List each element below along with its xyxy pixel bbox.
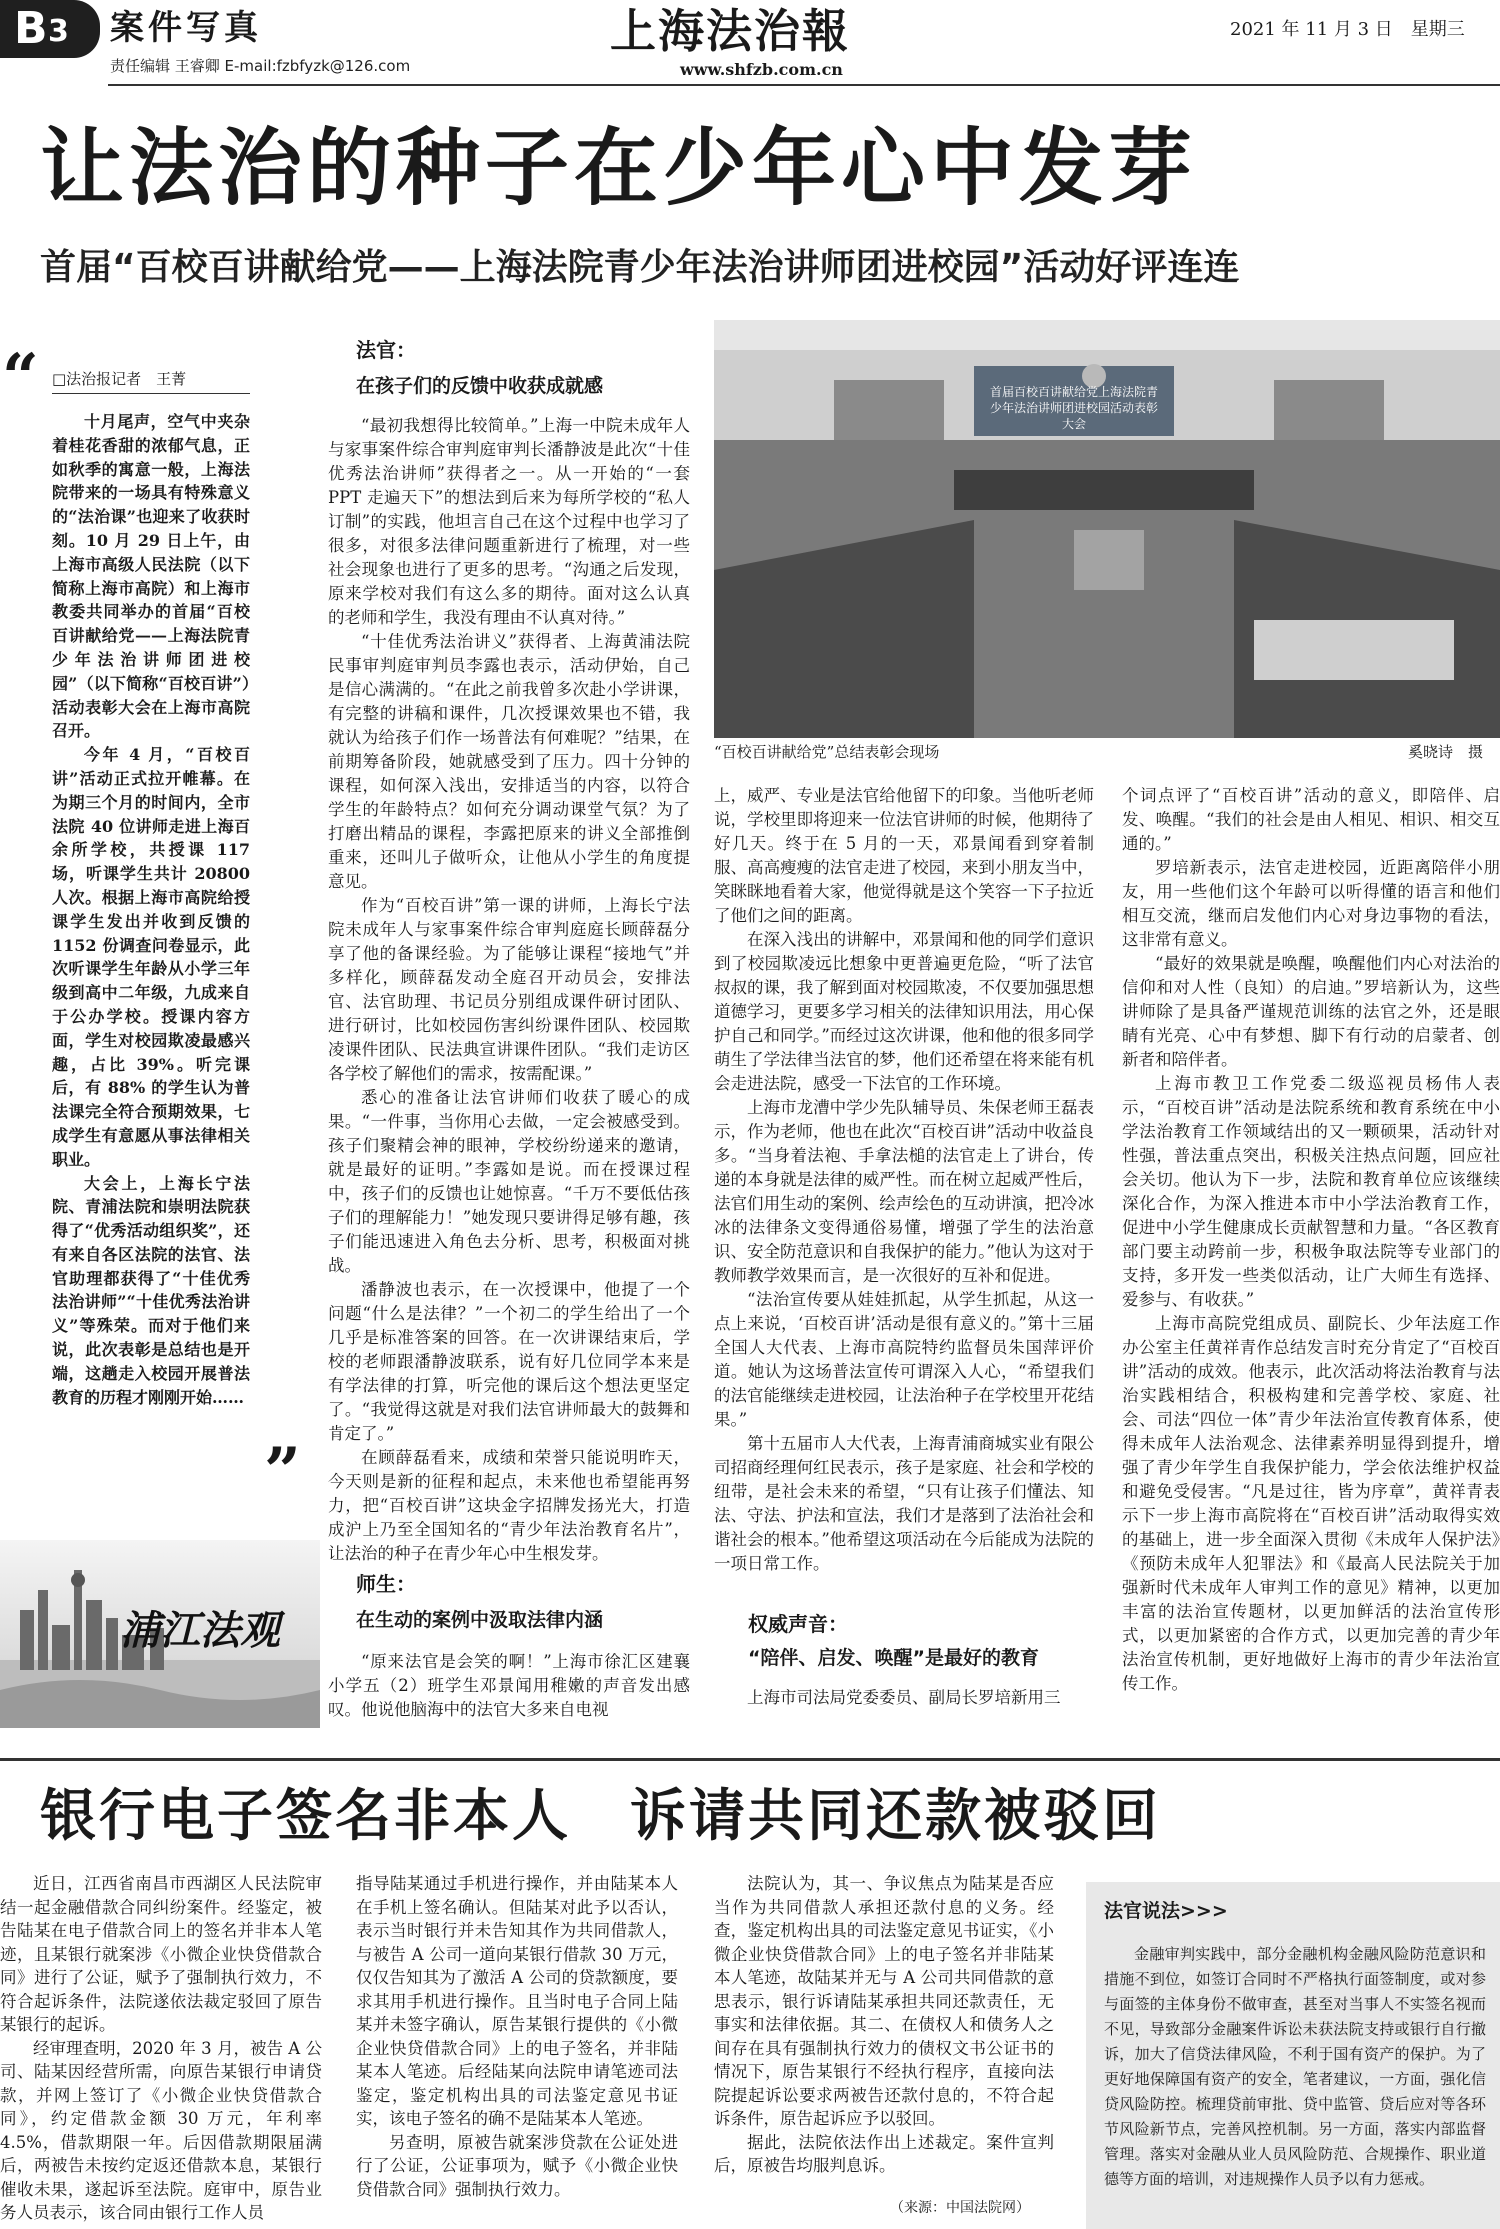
- article-column-2-tail: [328, 1650, 690, 1722]
- bottom-headline: 银行电子签名非本人 诉请共同还款被驳回: [40, 1784, 1161, 1849]
- judge-commentary-box: [1086, 1882, 1500, 2229]
- section-label-judges: 法官：: [356, 338, 416, 362]
- paragraph: 第十五届市人大代表，上海青浦商城实业有限公司招商经理何红民表示，孩子是家庭、社会和学校的纽带，是社会未来的希望，“只有让孩子们懂法、知法、守法、护法和宣法，我们才是落到了法治社会和谐社会的根本。”他希望这项活动在今后能成为法院的一项日常工作。: [714, 1434, 1094, 1573]
- column-logo-text: 浦江法观: [120, 1608, 280, 1654]
- paragraph: 上海市司法局党委委员、副局长罗培新用三: [747, 1688, 1061, 1707]
- paragraph: 个词点评了“百校百讲”活动的意义，即陪伴、启发、唤醒。“我们的社会是由人相见、相识、相交互通的。”: [1122, 786, 1500, 853]
- masthead-logo: 上海法治報: [610, 4, 850, 58]
- article-column-3-tail: [714, 1686, 1094, 1710]
- section-title-teachers: 在生动的案例中汲取法律内涵: [356, 1609, 604, 1631]
- issue-date: 2021 年 11 月 3 日 星期三: [1230, 19, 1465, 40]
- commentary-title: 法官说法>>>: [1104, 1900, 1228, 1922]
- paragraph: 上海市教卫工作党委二级巡视员杨伟人表示，“百校百讲”活动是法院系统和教育系统在中小学法治教育工作领域结出的又一颗硕果，活动针对性强，普法重点突出，积极关注热点问题，回应社会关切。他认为下一步，法院和教育单位应该继续深化合作，为深入推进本市中小学法治教育工作，促进中小学生健康成长贡献智慧和力量。“各区教育部门要主动跨前一步，积极争取法院等专业部门的支持，多开发一些类似活动，让广大师生有选择、爱参与、有收获。”: [1122, 1074, 1500, 1309]
- page-number: 3: [48, 14, 69, 49]
- section-label-authority: 权威声音：: [748, 1612, 848, 1636]
- paragraph: 上海市高院党组成员、副院长、少年法庭工作办公室主任黄祥青作总结发言时充分肯定了“百校百讲”活动的成效。他表示，此次活动将法治教育与法治实践相结合，积极构建和完善学校、家庭、社会、司法“四位一体”青少年法治宣传教育体系，使得未成年人法治观念、法律素养明显得到提升，增强了青少年学生自我保护能力，学会依法维护权益和避免受侵害。“凡是过往，皆为序章”，黄祥青表示下一步上海市高院将在“百校百讲”活动取得实效的基础上，进一步全面深入贯彻《未成年人保护法》《预防未成年人犯罪法》和《最高人民法院关于加强新时代未成年人审判工作的意见》精神，以更加丰富的法治宣传题材，以更加鲜活的法治宣传形式，以更加紧密的合作方式，以更加完善的青少年法治宣传机制，更好地做好上海市的青少年法治宣传工作。: [1122, 1314, 1500, 1693]
- paragraph: 在深入浅出的讲解中，邓景闻和他的同学们意识到了校园欺凌远比想象中更普遍更危险，“听了法官叔叔的课，我了解到面对校园欺凌，不仅要加强思想道德学习，更要多学习相关的法律知识用法，用心保护自己和同学。”而经过这次讲课，他和他的很多同学萌生了学法律当法官的梦，他们还希望在将来能有机会走进法院，感受一下法官的工作环境。: [714, 930, 1094, 1093]
- paragraph: “最好的效果就是唤醒，唤醒他们内心对法治的信仰和对人性（良知）的启迪。”罗培新认为，这些讲师除了是具备严谨规范训练的法官之外，还是眼睛有光亮、心中有梦想、脚下有行动的启蒙者、创新者和陪伴者。: [1122, 954, 1500, 1069]
- byline-rule: [52, 393, 250, 394]
- paragraph: 据此，法院依法作出上述裁定。案件宣判后，原被告均服判息诉。: [714, 2132, 1054, 2175]
- paragraph: 潘静波也表示，在一次授课中，他提了一个问题“什么是法律？”一个初二的学生给出了一个几乎是标准答案的回答。在一次讲课结束后，学校的老师跟潘静波联系，说有好几位同学本来是有学法律的打算，听完他的课后这个想法更坚定了。“我觉得这就是对我们法官讲师最大的鼓舞和肯定了。”: [328, 1280, 690, 1443]
- lead-paragraph: 十月尾声，空气中夹杂着桂花香甜的浓郁气息，正如秋季的寓意一般，上海法院带来的一场具有特殊意义的“法治课”也迎来了收获时刻。10 月 29 日上午，由上海市高级人民法院（以下简称上海市高院）和上海市教委共同举办的首届“百校百讲献给党——上海法院青少年法治讲师团进校园”（以下简称“百校百讲”）活动表彰大会在上海市高院召开。: [52, 412, 250, 741]
- conference-hall-illustration: [714, 320, 1500, 738]
- section-label-teachers: 师生：: [356, 1572, 416, 1596]
- website-url: www.shfzb.com.cn: [680, 60, 843, 79]
- article-column-4: [1122, 784, 1500, 1696]
- paragraph: 作为“百校百讲”第一课的讲师，上海长宁法院未成年人与家事案件综合审判庭庭长顾薛磊分享了他的备课经验。为了能够让课程“接地气”并多样化，顾薛磊发动全庭召开动员会，安排法官、法官助理、书记员分别组成课件研讨团队、进行研讨，比如校园伤害纠纷课件团队、校园欺凌课件团队、民法典宣讲课件团队。“我们走访区各学校了解他们的需求，按需配课。”: [328, 896, 690, 1083]
- photo-caption: “百校百讲献给党”总结表彰会现场: [714, 743, 940, 761]
- photo-credit: 奚晓诗 摄: [1408, 743, 1484, 761]
- header-rule: [108, 84, 1500, 86]
- lead-paragraph: 大会上，上海长宁法院、青浦法院和崇明法院获得了“优秀活动组织奖”，还有来自各区法院的法官、法官助理都获得了“十佳优秀法治讲师”“十佳优秀法治讲义”等殊荣。而对于他们来说，此次表彰是总结也是开端，这趟走入校园开展普法教育的历程才刚刚开始……: [52, 1173, 250, 1407]
- main-headline: 让法治的种子在少年心中发芽: [40, 119, 1198, 217]
- article-column-3: [714, 784, 1094, 1576]
- paragraph: 近日，江西省南昌市西湖区人民法院审结一起金融借款合同纠纷案件。经鉴定，被告陆某在电子借款合同上的签名并非本人笔迹，且某银行就案涉《小微企业快贷借款合同》进行了公证，赋予了强制执行效力，不符合起诉条件，法院遂依法裁定驳回了原告某银行的起诉。: [0, 1874, 322, 2034]
- lead-paragraph: 今年 4 月，“百校百讲”活动正式拉开帷幕。在为期三个月的时间内，全市法院 40 位讲师走进上海百余所学校，共授课 117 场，听课学生共计 20800 人次。根据上海市高院给授课学生发出并收到反馈的 1152 份调查问卷显示，此次听课学生年龄从小学三年级到高中二年级，九成来自于公办学校。授课内容方面，学生对校园欺凌最感兴趣，占比 39%。听完课后，有 88% 的学生认为普法课完全符合预期效果，七成学生有意愿从事法律相关职业。: [52, 745, 250, 1169]
- paragraph: “法治宣传要从娃娃抓起，从学生抓起，从这一点上来说，‘百校百讲’活动是很有意义的。”第十三届全国人大代表、上海市高院特约监督员朱国萍评价道。她认为这场普法宣传可谓深入人心，“希望我们的法官能继续走进校园，让法治种子在学校里开花结果。”: [714, 1290, 1094, 1429]
- main-subheadline: 首届“百校百讲献给党——上海法院青少年法治讲师团进校园”活动好评连连: [40, 247, 1240, 288]
- bottom-column-1: [0, 1872, 322, 2225]
- paragraph: 上海市龙漕中学少先队辅导员、朱保老师王磊表示，作为老师，他也在此次“百校百讲”活动中收益良多。“当身着法袍、手拿法槌的法官走上了讲台，传递的本身就是法律的威严性。而在树立起威严性后，法官们用生动的案例、绘声绘色的互动讲演，把冷冰冰的法律条文变得通俗易懂，增强了学生的法治意识、安全防范意识和自我保护的能力。”他认为这对于教师教学效果而言，是一次很好的互补和促进。: [714, 1098, 1094, 1285]
- paragraph: 另查明，原被告就案涉贷款在公证处进行了公证，公证事项为，赋予《小微企业快贷借款合同》强制执行效力。: [356, 2132, 678, 2199]
- source-credit: （来源：中国法院网）: [890, 2200, 1030, 2216]
- byline: □法治报记者 王菁: [52, 370, 187, 388]
- paragraph: 上，威严、专业是法官给他留下的印象。当他听老师说，学校里即将迎来一位法官讲师的时候，他期待了好几天。终于在 5 月的一天，邓景闻看到穿着制服、高高瘦瘦的法官走进了校园，来到小朋友当中，笑眯眯地看着大家，他觉得就是这个笑容一下子拉近了他们之间的距离。: [714, 786, 1094, 925]
- lead-column: [52, 410, 250, 1409]
- column-logo-image: [0, 1540, 320, 1728]
- section-title-authority: “陪伴、启发、唤醒”是最好的教育: [748, 1647, 1039, 1669]
- section-title-judges: 在孩子们的反馈中收获成就感: [356, 375, 604, 397]
- paragraph: 法院认为，其一、争议焦点为陆某是否应当作为共同借款人承担还款付息的义务。经查，鉴定机构出具的司法鉴定意见书证实，《小微企业快贷借款合同》上的电子签名并非陆某本人笔迹，故陆某并无与 A 公司共同借款的意思表示，银行诉请陆某承担共同还款责任，无事实和法律依据。其二、在债权人和债务人之间存在具有强制执行效力的债权文书公证书的情况下，原告某银行不经执行程序，直接向法院提起诉讼要求两被告还款付息的，不符合起诉条件，原告起诉应予以驳回。: [714, 1874, 1054, 2128]
- paragraph: 罗培新表示，法官走进校园，近距离陪伴小朋友，用一些他们这个年龄可以听得懂的语言和他们相互交流，继而启发他们内心对身边事物的看法，这非常有意义。: [1122, 858, 1500, 949]
- editor-credit: 责任编辑 王睿卿 E-mail:fzbfyzk@126.com: [110, 57, 411, 75]
- paragraph: 悉心的准备让法官讲师们收获了暖心的成果。“一件事，当你用心去做，一定会被感受到。孩子们聚精会神的眼神，学校纷纷递来的邀请，就是最好的证明。”李露如是说。而在授课过程中，孩子们的反馈也让她惊喜。“千万不要低估孩子们的理解能力！”她发现只要讲得足够有趣，孩子们能迅速进入角色去分析、思考，积极面对挑战。: [328, 1088, 690, 1275]
- page-letter: B: [14, 3, 48, 54]
- paragraph: “十佳优秀法治讲义”获得者、上海黄浦法院民事审判庭审判员李露也表示，活动伊始，自己是信心满满的。“在此之前我曾多次赴小学讲课，有完整的讲稿和课件，几次授课效果也不错，我就认为给孩子们作一场普法有何难呢？”结果，在前期筹备阶段，她就感受到了压力。四十分钟的课程，如何深入浅出，安排适当的内容，以符合学生的年龄特点？如何充分调动课堂气氛？为了打磨出精品的课程，李露把原来的讲义全部推倒重来，还叫儿子做听众，让他从小学生的角度提意见。: [328, 632, 690, 891]
- bottom-column-2: [356, 1872, 678, 2201]
- commentary-body: 金融审判实践中，部分金融机构金融风险防范意识和措施不到位，如签订合同时不严格执行面签制度，或对参与面签的主体身份不做审查，甚至对当事人不实签名视而不见，导致部分金融案件诉讼未获法院支持或银行自行撤诉，加大了信贷法律风险，不利于国有资产的保护。为了更好地保障国有资产的安全，笔者建议，一方面，强化信贷风险防控。梳理贷前审批、贷中监管、贷后应对等各环节风险新节点，完善风控机制。另一方面，落实内部监督管理。落实对金融从业人员风险防范、合规操作、职业道德等方面的培训，对违规操作人员予以有力惩戒。: [1104, 1945, 1486, 2188]
- article-divider: [0, 1758, 1500, 1761]
- screen-text: 首届百校百讲献给党上海法院青少年法治讲师团进校园活动表彰大会: [989, 385, 1158, 431]
- paragraph: “最初我想得比较简单。”上海一中院未成年人与家事案件综合审判庭审判长潘静波是此次“十佳优秀法治讲师”获得者之一。从一开始的“一套 PPT 走遍天下”的想法到后来为每所学校的“私人订制”的实践，他坦言自己在这个过程中也学习了很多，对很多法律问题重新进行了梳理，对一些社会现象也进行了更多的思考。“沟通之后发现，原来学校对我们有这么多的期待。面对这么认真的老师和学生，我没有理由不认真对待。”: [328, 416, 690, 627]
- open-quote-mark: “: [2, 340, 39, 415]
- event-photo: [714, 320, 1500, 738]
- paragraph: 经审理查明，2020 年 3 月，被告 A 公司、陆某因经营所需，向原告某银行申请贷款，并网上签订了《小微企业快贷借款合同》，约定借款金额 30 万元，年利率 4.5%，借款期限一年。后因借款期限届满后，两被告未按约定返还借款本息，某银行催收未果，遂起诉至法院。庭审中，原告业务人员表示，该合同由银行工作人员: [0, 2038, 322, 2222]
- paragraph: “原来法官是会笑的啊！”上海市徐汇区建襄小学五（2）班学生邓景闻用稚嫩的声音发出感叹。他说他脑海中的法官大多来自电视: [328, 1652, 690, 1719]
- paragraph: 在顾薛磊看来，成绩和荣誉只能说明昨天，今天则是新的征程和起点，未来他也希望能再努力，把“百校百讲”这块金字招牌发扬光大，打造成沪上乃至全国知名的“青少年法治教育名片”，让法治的种子在青少年心中生根发芽。: [328, 1448, 690, 1563]
- section-title: 案件写真: [110, 8, 262, 48]
- bottom-column-3: [714, 1872, 1054, 2178]
- page-number-badge: [0, 0, 100, 60]
- paragraph: 指导陆某通过手机进行操作，并由陆某本人在手机上签名确认。但陆某对此予以否认，表示当时银行并未告知其作为共同借款人，与被告 A 公司一道向某银行借款 30 万元，仅仅告知其为了激活 A 公司的贷款额度，要求其用手机进行操作。且当时电子合同上陆某并未签字确认，原告某银行提供的《小微企业快贷借款合同》上的电子签名，并非陆某本人笔迹。后经陆某向法院申请笔迹司法鉴定，鉴定机构出具的司法鉴定意见书证实，该电子签名的确不是陆某本人笔迹。: [356, 1874, 678, 2128]
- article-column-2: [328, 414, 690, 1566]
- close-quote-mark: ”: [264, 1434, 301, 1509]
